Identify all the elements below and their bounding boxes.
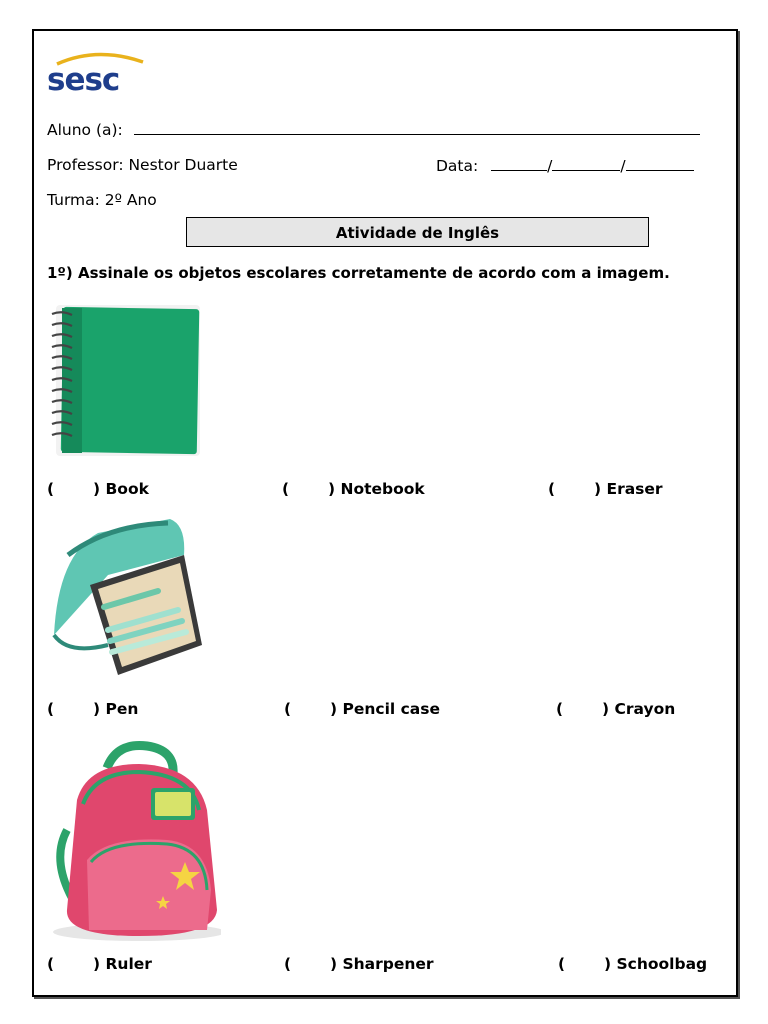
checkbox-paren[interactable]: ( [556, 700, 564, 718]
checkbox-paren[interactable]: ( [284, 700, 292, 718]
option-label: ) Eraser [594, 480, 663, 498]
date-separator: / [620, 157, 626, 175]
checkbox-paren[interactable]: ( [284, 955, 292, 973]
date-year-blank[interactable] [626, 156, 694, 171]
checkbox-paren[interactable]: ( [548, 480, 556, 498]
aluno-row [47, 120, 700, 139]
turma-text: Turma: 2º Ano [47, 191, 157, 209]
date-day-blank[interactable] [491, 156, 547, 171]
aluno-name-blank[interactable] [134, 120, 700, 135]
question-text: 1º) Assinale os objetos escolares corretamente de acordo com a imagem. [47, 264, 670, 282]
option-pencil-case[interactable] [284, 700, 440, 718]
option-ruler[interactable] [47, 955, 152, 973]
option-crayon[interactable] [556, 700, 675, 718]
option-notebook[interactable] [282, 480, 425, 498]
activity-title: Atividade de Inglês [186, 217, 649, 247]
data-label: Data: [436, 157, 479, 175]
option-book[interactable] [47, 480, 149, 498]
schoolbag-image [47, 740, 221, 942]
option-sharpener[interactable] [284, 955, 434, 973]
option-schoolbag[interactable] [558, 955, 707, 973]
option-label: ) Ruler [93, 955, 152, 973]
option-label: ) Notebook [328, 480, 425, 498]
date-separator: / [547, 157, 553, 175]
professor-text: Professor: Nestor Duarte [47, 156, 238, 174]
option-label: ) Crayon [602, 700, 676, 718]
option-label: ) Pencil case [330, 700, 440, 718]
aluno-label: Aluno (a): [47, 121, 123, 139]
option-label: ) Sharpener [330, 955, 434, 973]
option-pen[interactable] [47, 700, 138, 718]
notebook-image [48, 302, 202, 458]
option-eraser[interactable] [548, 480, 663, 498]
option-label: ) Schoolbag [604, 955, 708, 973]
date-month-blank[interactable] [552, 156, 620, 171]
option-label: ) Book [93, 480, 149, 498]
checkbox-paren[interactable]: ( [558, 955, 566, 973]
checkbox-paren[interactable]: ( [47, 700, 55, 718]
date-row [436, 156, 694, 175]
pencil-case-image [48, 515, 204, 679]
checkbox-paren[interactable]: ( [282, 480, 290, 498]
checkbox-paren[interactable]: ( [47, 480, 55, 498]
sesc-logo [47, 50, 145, 94]
option-label: ) Pen [93, 700, 139, 718]
checkbox-paren[interactable]: ( [47, 955, 55, 973]
logo-text: sesc [47, 62, 120, 94]
